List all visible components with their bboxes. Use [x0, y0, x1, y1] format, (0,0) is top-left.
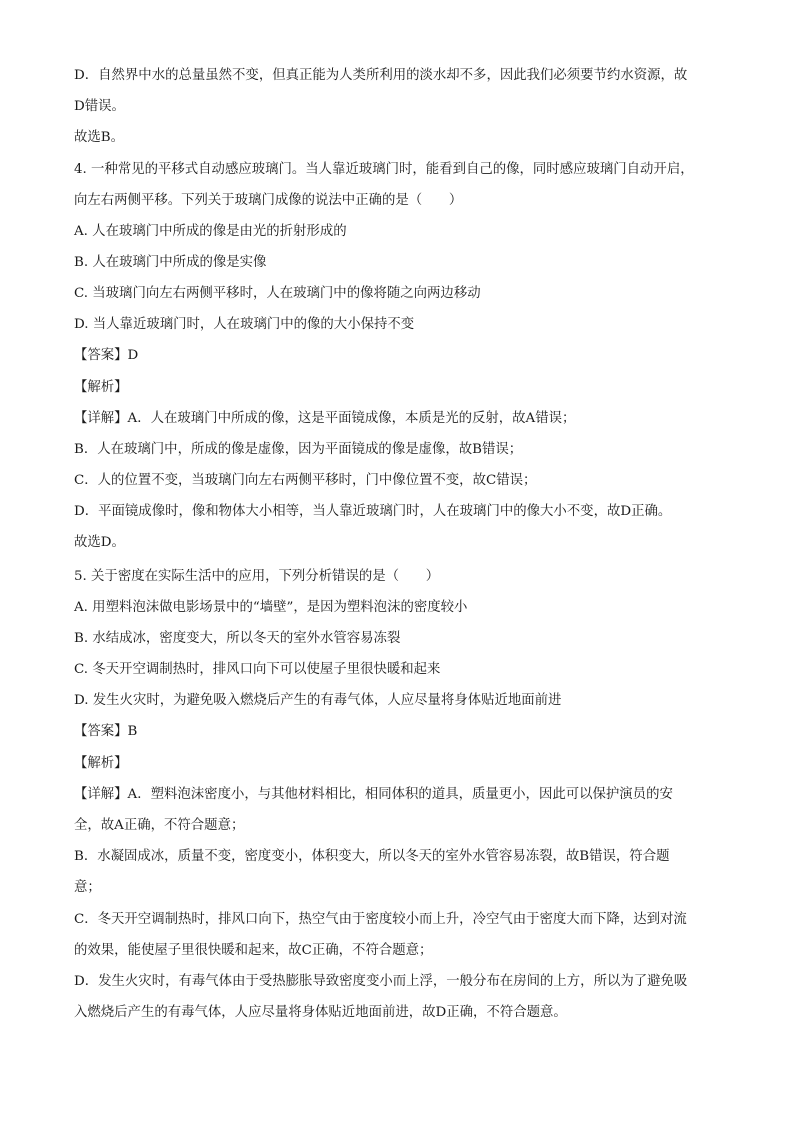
explanation-line: D．平面镜成像时，像和物体大小相等，当人靠近玻璃门时，人在玻璃门中的像大小不变，故D正确。 — [74, 504, 672, 519]
explanation-line: 全，故A正确，不符合题意； — [74, 818, 245, 833]
analysis-label: 【解析】 — [74, 380, 128, 395]
option-c: C. 冬天开空调制热时，排风口向下可以使屋子里很快暖和起来 — [74, 662, 441, 677]
option-d: D. 发生火灾时，为避免吸入燃烧后产生的有毒气体，人应尽量将身体贴近地面前进 — [74, 693, 562, 708]
analysis-label: 【解析】 — [74, 756, 128, 771]
question-5-stem: 5. 关于密度在实际生活中的应用，下列分析错误的是（ ） — [74, 569, 440, 584]
option-a: A. 人在玻璃门中所成的像是由光的折射形成的 — [74, 224, 347, 239]
option-b: B. 水结成冰，密度变大，所以冬天的室外水管容易冻裂 — [74, 631, 401, 646]
text-line: 故选B。 — [74, 130, 125, 145]
explanation-line: 【详解】A．人在玻璃门中所成的像，这是平面镜成像，本质是光的反射，故A错误； — [74, 411, 576, 426]
question-4-stem: 向左右两侧平移。下列关于玻璃门成像的说法中正确的是（ ） — [74, 193, 463, 208]
answer-label: 【答案】B — [74, 724, 138, 739]
option-c: C. 当玻璃门向左右两侧平移时，人在玻璃门中的像将随之向两边移动 — [74, 286, 481, 301]
text-line: D．自然界中水的总量虽然不变，但真正能为人类所利用的淡水却不多，因此我们必须要节约水资源，故 — [74, 68, 688, 83]
explanation-line: C．冬天开空调制热时，排风口向下，热空气由于密度较小而上升，冷空气由于密度大而下降，达到对流 — [74, 912, 687, 927]
text-line: 故选D。 — [74, 535, 125, 550]
explanation-line: C．人的位置不变，当玻璃门向左右两侧平移时，门中像位置不变，故C错误； — [74, 473, 537, 488]
explanation-line: 【详解】A．塑料泡沫密度小，与其他材料相比，相同体积的道具，质量更小，因此可以保护演员的安 — [74, 787, 673, 802]
explanation-line: D．发生火灾时，有毒气体由于受热膨胀导致密度变小而上浮，一般分布在房间的上方，所以为了避免吸 — [74, 974, 688, 989]
explanation-line: 的效果，能使屋子里很快暖和起来，故C正确，不符合题意； — [74, 943, 433, 958]
explanation-line: B．水凝固成冰，质量不变，密度变小，体积变大，所以冬天的室外水管容易冻裂，故B错误，符合题 — [74, 849, 670, 864]
explanation-line: 入燃烧后产生的有毒气体，人应尽量将身体贴近地面前进，故D正确，不符合题意。 — [74, 1005, 567, 1020]
explanation-line: B．人在玻璃门中，所成的像是虚像，因为平面镜成的像是虚像，故B错误； — [74, 442, 523, 457]
option-d: D. 当人靠近玻璃门时，人在玻璃门中的像的大小保持不变 — [74, 317, 415, 332]
question-4-stem: 4. 一种常见的平移式自动感应玻璃门。当人靠近玻璃门时，能看到自己的像，同时感应玻璃门自动开启， — [74, 162, 694, 177]
explanation-line: 意； — [74, 880, 101, 895]
option-a: A. 用塑料泡沫做电影场景中的“墙壁”，是因为塑料泡沫的密度较小 — [74, 600, 468, 615]
answer-label: 【答案】D — [74, 348, 139, 363]
text-line: D错误。 — [74, 99, 125, 114]
option-b: B. 人在玻璃门中所成的像是实像 — [74, 255, 267, 270]
